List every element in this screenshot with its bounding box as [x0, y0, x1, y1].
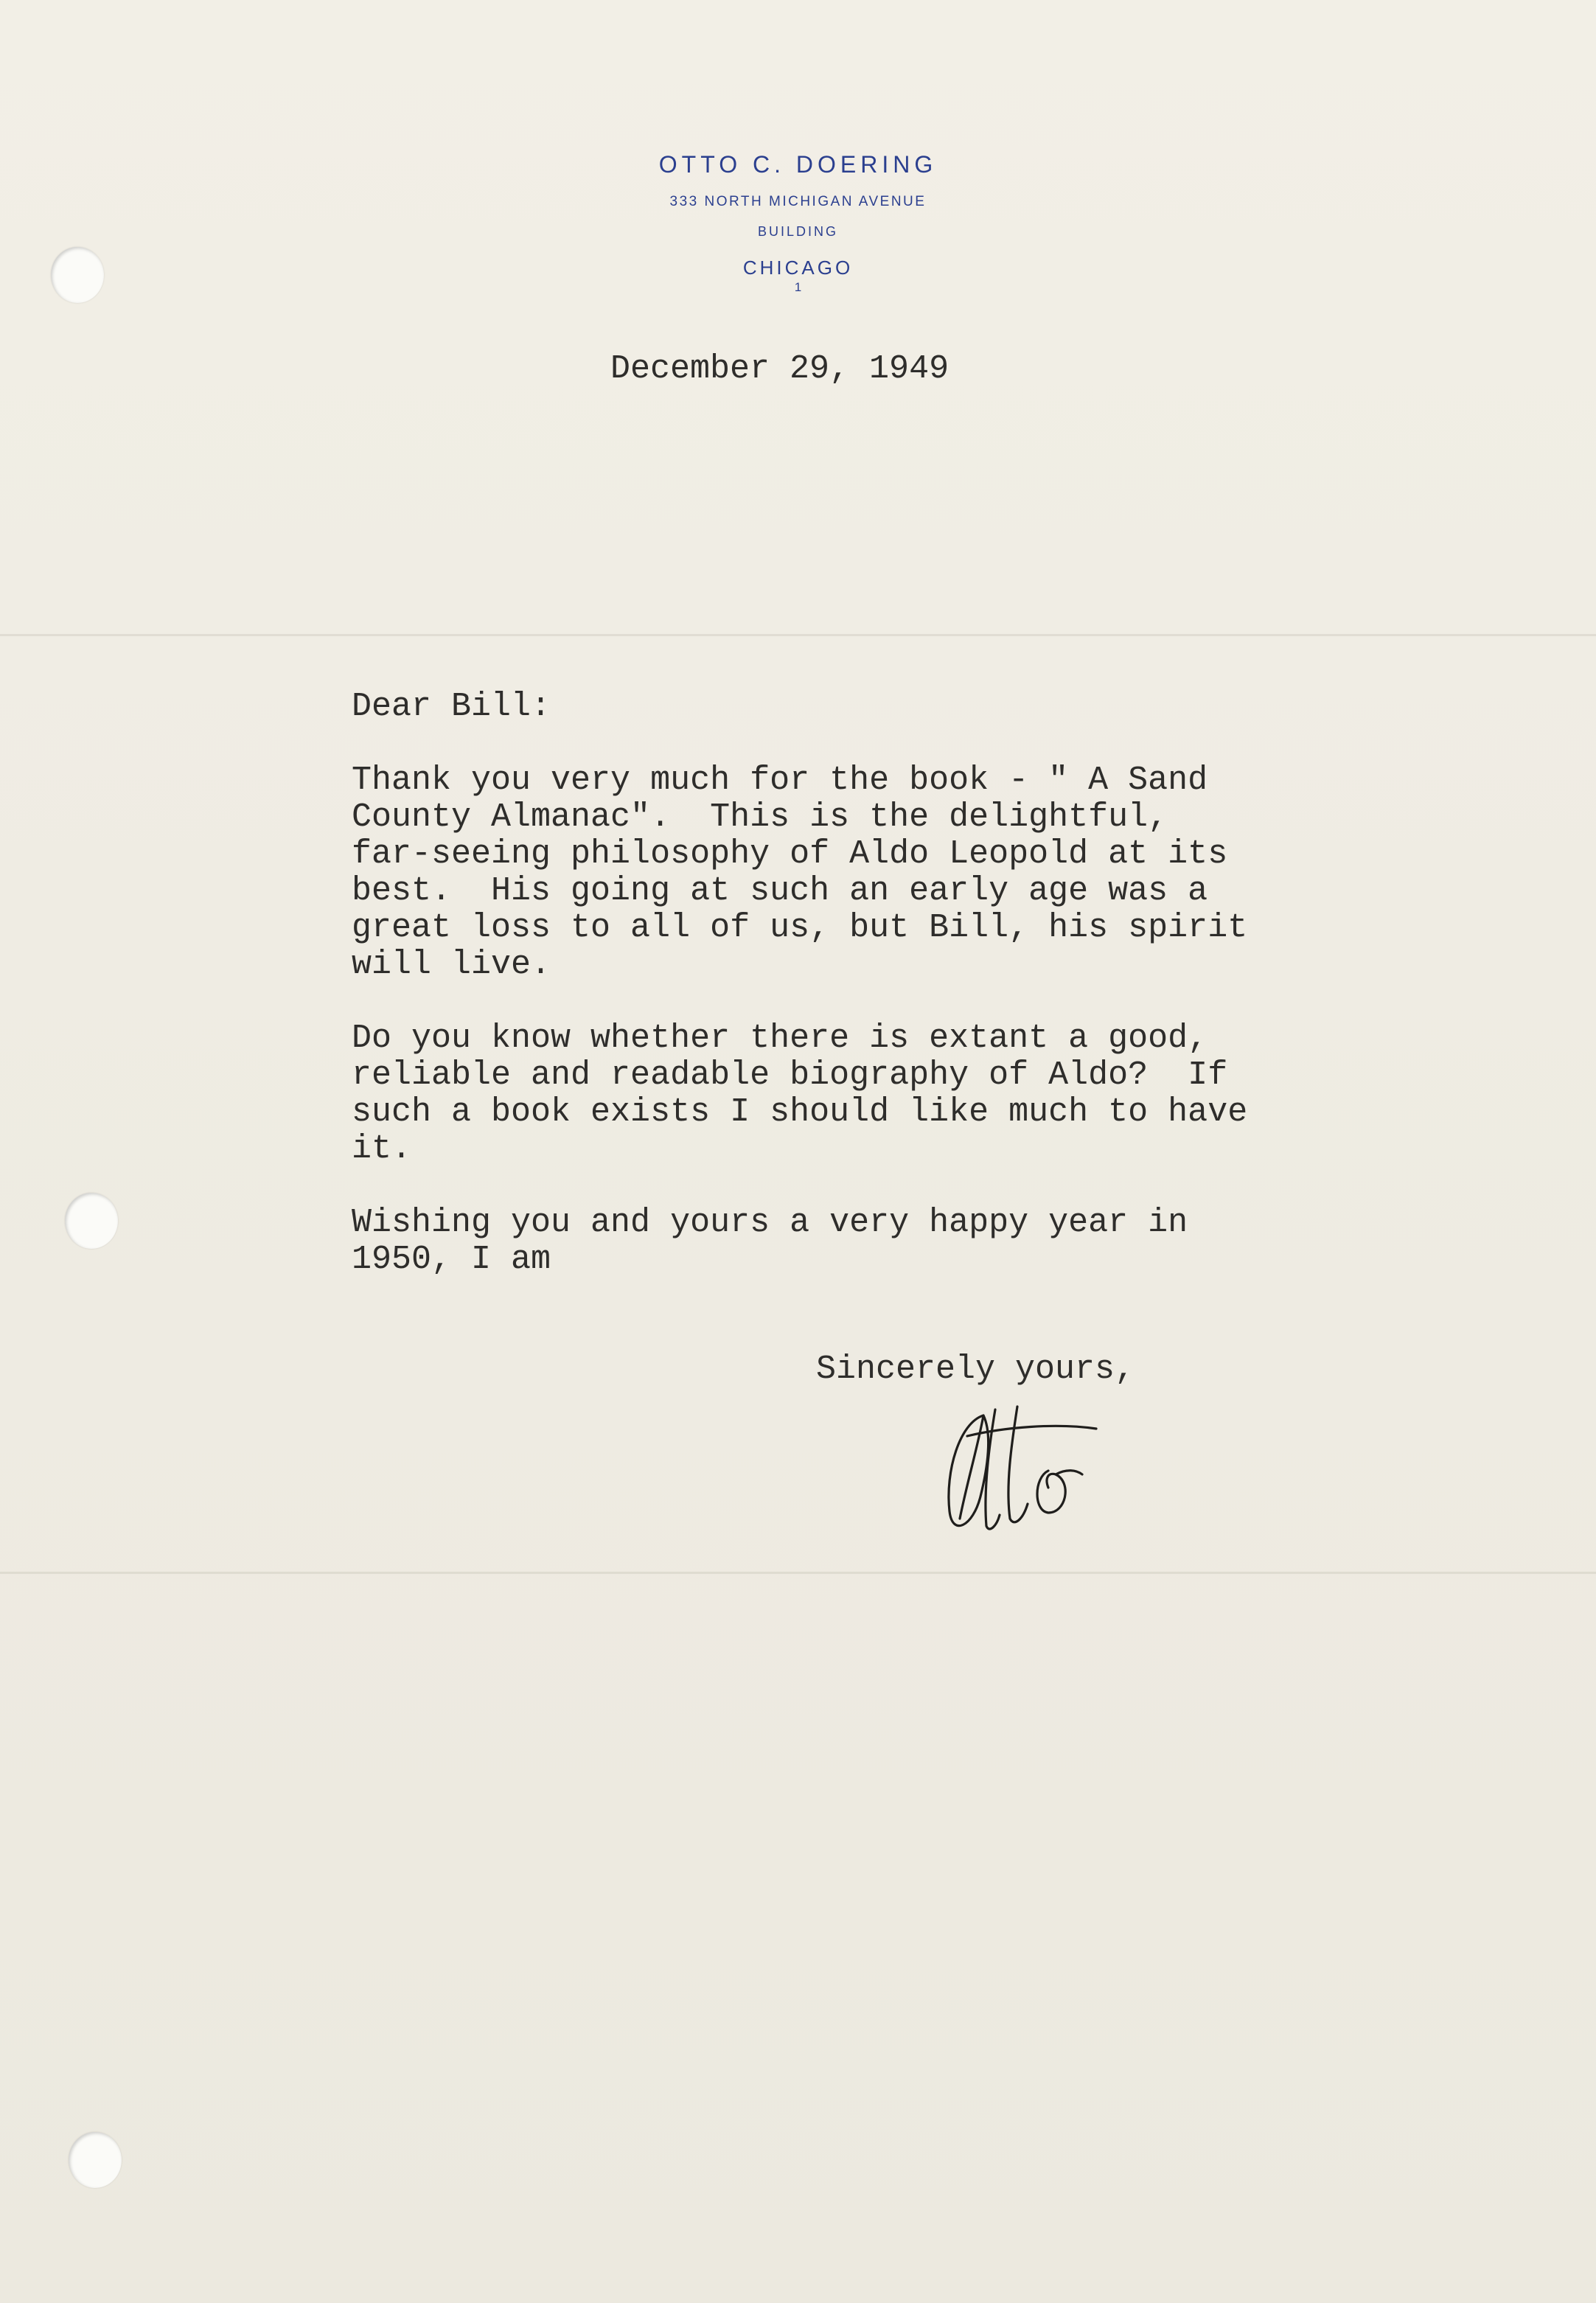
letterhead-zone: 1 [794, 280, 802, 294]
body-paragraph: Thank you very much for the book - " A Sand County Almanac". This is the delightful, far-seeing philosophy of Aldo Leopold at its best. His going at such an early age was a great loss to all of us, but Bill, his spirit will live. [352, 762, 1248, 983]
letterhead-city: CHICAGO [742, 257, 854, 279]
handwritten-signature [938, 1401, 1129, 1541]
paper-fold-line [0, 1572, 1596, 1574]
letter-date: December 29, 1949 [610, 350, 949, 388]
body-paragraph: Wishing you and yours a very happy year in 1950, I am [352, 1204, 1188, 1278]
punch-hole [65, 1193, 118, 1249]
body-paragraph: Do you know whether there is extant a good, reliable and readable biography of Aldo? If such a book exists I should like much to have it. [352, 1020, 1248, 1168]
paper-fold-line [0, 634, 1596, 636]
letterhead-building: BUILDING [757, 224, 839, 239]
letterhead-street: 333 NORTH MICHIGAN AVENUE [669, 194, 927, 209]
salutation: Dear Bill: [352, 688, 551, 725]
letterhead-name: OTTO C. DOERING [658, 151, 938, 178]
punch-hole [69, 2132, 122, 2188]
closing: Sincerely yours, [816, 1351, 1135, 1388]
